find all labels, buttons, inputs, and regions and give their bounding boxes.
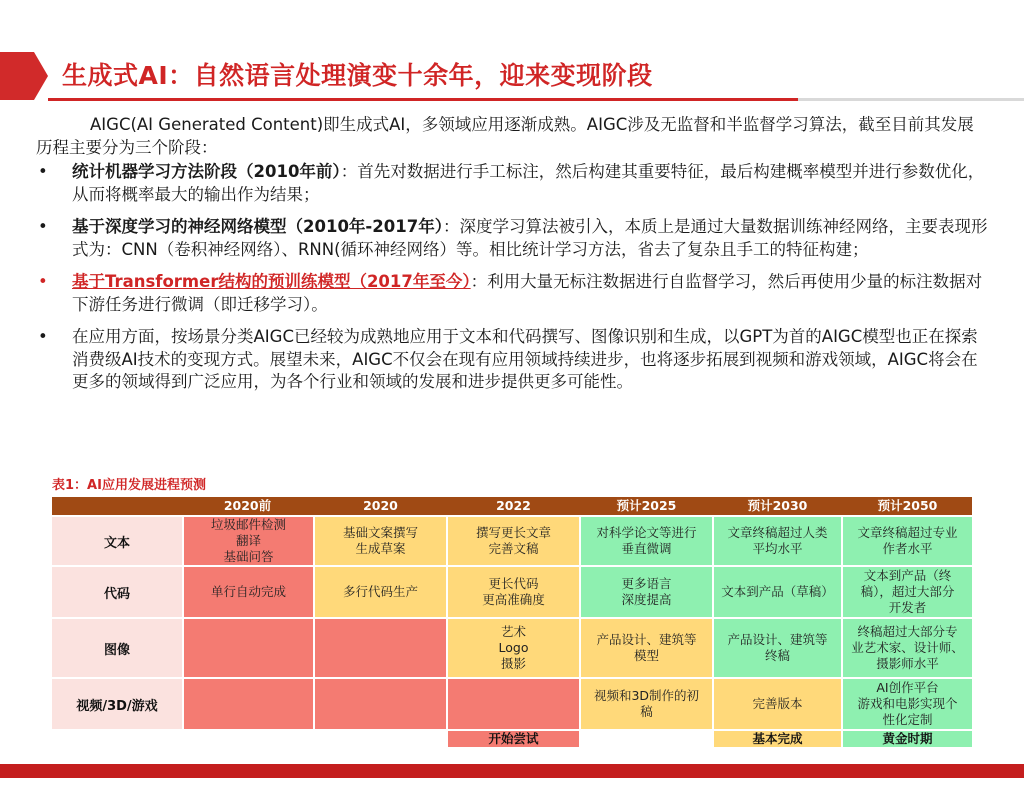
cell-text-2030: 文章终稿超过人类 平均水平: [714, 517, 841, 565]
cell-text-2020-before: 垃圾邮件检测 翻译 基础问答: [184, 517, 313, 565]
row-label-image: 图像: [52, 619, 182, 677]
cell-code-2030: 文本到产品（草稿）: [714, 567, 841, 617]
bullet-stage-2: [36, 216, 990, 261]
cell-code-2020-before: 单行自动完成: [184, 567, 313, 617]
cell-image-2020-before: [184, 619, 313, 677]
title-accent-block: [0, 52, 34, 100]
header-2030: 预计2030: [747, 498, 808, 513]
bullet-stage-1: [36, 161, 990, 206]
cell-image-2025: 产品设计、建筑等 模型: [581, 619, 712, 677]
row-label-code: 代码: [52, 567, 182, 617]
bullet-heading: 基于深度学习的神经网络模型（2010年-2017年）: [72, 217, 443, 236]
title-underline: [48, 98, 798, 101]
table-header-row: [52, 497, 972, 515]
ai-development-table: [52, 497, 972, 747]
cell-text-2020: 基础文案撰写 生成草案: [315, 517, 446, 565]
header-2020-before: 2020前: [223, 498, 272, 513]
header-2025: 预计2025: [616, 498, 677, 513]
bullet-application: [36, 326, 990, 394]
cell-text-2025: 对科学论文等进行 垂直微调: [581, 517, 712, 565]
header-2020: 2020: [363, 498, 398, 513]
row-label-video: 视频/3D/游戏: [52, 679, 182, 729]
page-title: 生成式AI：自然语言处理演变十余年，迎来变现阶段: [62, 61, 653, 90]
bullet-text: ：利用大量无标注数据进行自监督学习，然后再使用少量的标注数据对下游任务进行微调（即迁移学习）。: [72, 272, 983, 314]
cell-code-2020: 多行代码生产: [315, 567, 446, 617]
cell-code-2050: 文本到产品（终 稿），超过大部分 开发者: [843, 567, 972, 617]
cell-video-2030: 完善版本: [714, 679, 841, 729]
cell-video-2020-before: [184, 679, 313, 729]
cell-text-2022: 撰写更长文章 完善文稿: [448, 517, 579, 565]
cell-code-2022: 更长代码 更高准确度: [448, 567, 579, 617]
bullet-stage-3: [36, 271, 990, 316]
cell-text-2050: 文章终稿超过专业 作者水平: [843, 517, 972, 565]
bullet-marker: •: [38, 217, 48, 236]
footer-basic-complete: 基本完成: [714, 731, 841, 747]
bullet-heading: 统计机器学习方法阶段（2010年前）: [72, 162, 341, 181]
cell-image-2050: 终稿超过大部分专 业艺术家、设计师、 摄影师水平: [843, 619, 972, 677]
cell-video-2022: [448, 679, 579, 729]
cell-image-2030: 产品设计、建筑等 终稿: [714, 619, 841, 677]
footer-start-trial: 开始尝试: [448, 731, 579, 747]
bottom-bar: [0, 764, 1024, 778]
header-2050: 预计2050: [877, 498, 938, 513]
bullet-marker: •: [38, 272, 48, 291]
body-content: [36, 114, 990, 404]
row-label-text: 文本: [52, 517, 182, 565]
cell-image-2020: [315, 619, 446, 677]
header-2022: 2022: [496, 498, 531, 513]
title-underline-gray: [798, 98, 1024, 101]
footer-golden-era: 黄金时期: [843, 731, 972, 747]
cell-video-2050: AI创作平台 游戏和电影实现个 性化定制: [843, 679, 972, 729]
bullet-marker: •: [38, 162, 48, 181]
cell-code-2025: 更多语言 深度提高: [581, 567, 712, 617]
bullet-text: 在应用方面，按场景分类AIGC已经较为成熟地应用于文本和代码撰写、图像识别和生成，以GPT为首的AIGC模型也正在探索消费级AI技术的变现方式。展望未来，AIGC不仅会在现有应用领域持续进步，也将逐步拓展到视频和游戏领域，AIGC将会在更多的领域得到广泛应用，为各个行业和领域的发展和进步提供更多可能性。: [72, 327, 978, 391]
cell-image-2022: 艺术 Logo 摄影: [448, 619, 579, 677]
table-caption: 表1：AI应用发展进程预测: [52, 478, 206, 493]
cell-video-2020: [315, 679, 446, 729]
bullet-marker: •: [38, 327, 48, 346]
bullet-text: ：首先对数据进行手工标注，然后构建其重要特征，最后构建概率模型并进行参数优化，从而将概率最大的输出作为结果；: [72, 162, 985, 204]
intro-paragraph: AIGC(AI Generated Content)即生成式AI，多领域应用逐渐成熟。AIGC涉及无监督和半监督学习算法，截至目前其发展历程主要分为三个阶段：: [36, 115, 974, 157]
bullet-text: ：深度学习算法被引入，本质上是通过大量数据训练神经网络，主要表现形式为：CNN（卷积神经网络）、RNN(循环神经网络）等。相比统计学习方法，省去了复杂且手工的特征构建；: [72, 217, 988, 259]
bullet-heading: 基于Transformer结构的预训练模型（2017年至今）: [72, 272, 471, 291]
cell-video-2025: 视频和3D制作的初 稿: [581, 679, 712, 729]
